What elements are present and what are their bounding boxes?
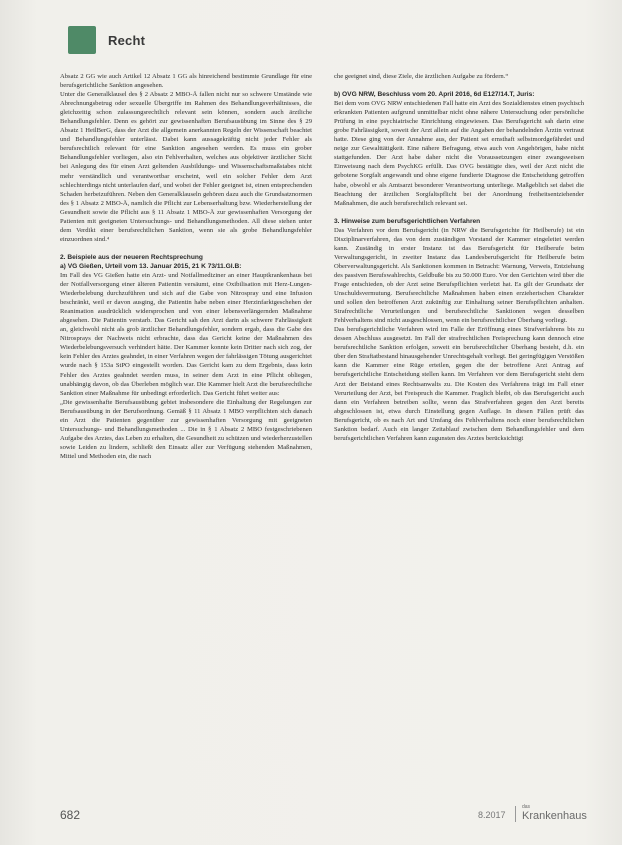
section-color-marker [68, 26, 96, 54]
paragraph: Im Fall des VG Gießen hatte ein Arzt- und Notfallmediziner an einer Hauptkrankenhaus bei der Notfallversorgung einer älteren Patientin versäumt, eine Oxibilisation mit Herz-Lungen-Wiederbelebung durchzuführen und sich auf die Gabe von Nitrospray und eine Infusion beschränkt, weil er davon ausging, die Patientin habe neben einer Herzinfarktgeschehen der Reanimation ausdrücklich widersprochen und von einer lebensverlängernden Maßnahme abgesehen. Die Patientin verstarb. Das Gericht sah den Arzt darin als schwere Fahrlässigkeit an, gleichwohl nicht als grob ärztlicher Behandlungsfehler, sondern ergab, dass die Gabe des Nitrosprays der Nachweis nicht erbrachte, dass das Gericht keine der Maßnahmen des Wiederbelebungsversuch verhindert hätte. Der Kammer konnte kein Dritter nach sich zog, der kein Fehler des Arztes geahndet, in einer Verfahren wegen der fahrlässigen Tötung ausgerichtet wurde nach § 153a StPO eingestellt worden. Das Gericht kam zu dem Ergebnis, dass kein Fehler des Arztes geahndet werden muss, in seiner dem Arzt in eine Pflicht obliegen, unabhängig davon, ob das Überleben möglich war. Die Kammer hielt Arzt die berufsrechtliche Sanktion einer Maßnahme für unbedingt erforderlich. Das Gericht führt weiter aus: [60, 271, 312, 397]
footer-divider [515, 806, 516, 822]
paragraph: Absatz 2 GG wie auch Artikel 12 Absatz 1 GG als hinreichend bestimmte Grundlage für eine berufsgerichtliche Sanktion angesehen. [60, 73, 312, 90]
page-footer [60, 804, 587, 824]
magazine-name: Krankenhaus [522, 810, 587, 822]
magazine-logo [522, 804, 587, 822]
section-heading: 2. Beispiele aus der neueren Rechtsprechung [60, 253, 203, 261]
paragraph: Das berufsgerichtliche Verfahren wird im Falle der Eröffnung eines Strafverfahrens bis zu dessen Abschluss ausgesetzt. Im Fall der strafrechtlichen Freisprechung kann dennoch eine berufsrechtliche Sanktion erfolgen, soweit ein berufsrechtlicher Überhang besteht, d.h. ein über den Straftatbestand hinausgehender Unrechtsgehalt vorliegt. Bei geringfügigen Verstößen kann die Kammer eine Rüge erteilen, gegen die der betroffene Arzt Antrag auf berufsgerichtliche Entscheidung stellen kann. Im Verfahren vor dem Berufsgericht steht dem Arzt der Beistand eines Rechtsanwalts zu. Die Kosten des Verfahrens trägt im Fall einer Verurteilung der Arzt, bei Freispruch die Kammer. Fraglich bleibt, ob das Berufsgericht auch dann ein Verfahren betreiben sollte, wenn das Strafverfahren gegen den Arzt bereits abgeschlossen ist, etwa durch Einstellung gegen Auflage. In diesen Fällen prüft das Berufsgericht, ob es nach Art und Umfang des Fehlverhaltens noch einer berufsrechtlichen Sanktion bedarf. Auch ein langer Zeitablauf zwischen dem Behandlungsfehler und dem berufsgerichtlichen Verfahren kann zugunsten des Arztes berücksichtigt [334, 326, 584, 442]
section-header [68, 26, 145, 54]
section-title: Recht [108, 32, 146, 48]
paragraph: Das Verfahren vor dem Berufsgericht (in NRW die Berufsgerichte für Heilberufe) ist ein Disziplinarverfahren, das von dem zuständigen Vorstand der Kammer eingeleitet werden kann. Zuständig in erster Instanz ist das Berufsgericht für Heilberufe beim Verwaltungsgericht, in zweiter Instanz das Landesberufsgericht für Heilberufe beim Oberverwaltungsgericht. Als Sanktionen kommen in Betracht: Warnung, Verweis, Entziehung des passiven Berufswahlrechts, Geldbuße bis zu 50.000 Euro. Vor den Gerichten wird über die Frage entschieden, ob der Arzt seine Berufspflichten verletzt hat. Es gilt der Grundsatz der Unschuldsvermutung. Berufsrechtliche Maßnahmen haben einen erzieherischen Charakter und sollen den betroffenen Arzt zukünftig zur Einhaltung seiner Berufspflichten anhalten. Strafrechtliche Verurteilungen und berufsrechtliche Sanktionen wegen desselben Fehlverhaltens sind nicht ausgeschlossen, wenn ein berufsrechtlicher Überhang vorliegt. [334, 226, 584, 325]
section-heading: 3. Hinweise zum berufsgerichtlichen Verfahren [334, 217, 481, 225]
subsection-heading: b) OVG NRW, Beschluss vom 20. April 2016, 6d E127/14.T, Juris: [334, 91, 535, 99]
paragraph: che geeignet sind, diese Ziele, die ärztlichen Aufgabe zu fördern.“ [334, 73, 509, 80]
paragraph: Unter die Generalklausel des § 2 Absatz 2 MBO-Ä fallen nicht nur so schwere Umstände wie Abrechnungsbetrug oder sexuelle Übergriffe im Rahmen des Behandlungsverhältnisses, die gleichzeitig schon zulassungsrechtlich relevant sein können, sondern auch ärztliche Behandlungsfehler. Denn es gehört zur gewissenhaften Berufsausübung im Sinne des § 29 Absatz 1 HeilBerG, dass der Arzt die allgemein anerkannten Regeln der Wissenschaft beachtet und Behandlungsfehler unterlässt. Dabei kann aussagekräftig nicht jeder Fehler als berufsrechtlich relevant für eine Sanktion angesehen werden. Es muss ein grober Behandlungsfehler vorliegen, also ein Fehlverhalten, welches aus objektiver ärztlicher Sicht bei Anlegung des für einen Arzt geltenden Ausbildungs- und Wissenschaftsmaßstabes nicht mehr verständlich und verantwortbar erscheint, weil ein solcher Fehler dem Arzt schlechterdings nicht unterlaufen darf, und wobei der Fehler geeignet ist, einen entsprechenden Schaden herbeizuführen. Neben den Generalklauseln gehören dazu auch die Grundsatznormen des § 1 Absatz 2 MBO-Ä, namlich die Pflicht zur Lebenserhaltung bzw. Wiederherstellung der Gesundheit sowie die Pflicht aus § 11 Absatz 1 MBO-Ä zur gewissenhaften Versorgung der Patienten mit geeigneten Untersuchungs- und Behandlungsmethoden. All diese stehen unter dem Verdikt einer berufsrechtlichen Sanktion, wenn sie als grobe Behandlungsfehler einzuordnen sind.⁴ [60, 91, 312, 243]
quote-paragraph: „Die gewissenhafte Berufsausübung gebiet insbesondere die Einhaltung der Regelungen zur Berufsausübung in der Berufsordnung. Gemäß § 11 Absatz 1 MBO verpflichten sich danach ein Arzt die Patienten gegenüber zur gewissenhaften Versorgung mit geeigneten Untersuchungs- und Behandlungsmethoden ... Die in § 1 Absatz 2 MBO festgeschriebenen Aufgabe des Arztes, das Leben zu erhalten, die Gesundheit zu schützen und wiederherzustellen sowie Leiden zu lindern, schließt den Einsatz aller zur Verfügung stehenden Maßnahmen, Mittel und Methoden ein, die nach [60, 398, 312, 460]
subsection-heading: a) VG Gießen, Urteil vom 13. Januar 2015, 21 K 73/11.GI.B: [60, 262, 242, 270]
issue-number: 8.2017 [478, 810, 506, 820]
paragraph: Bei dem vom OVG NRW entschiedenen Fall hatte ein Arzt des Sozialdienstes einen psychisch erkrankten Patienten aufgrund unmittelbar nicht ohne nähere Untersuchung oder persönliche Prüfung in eine psychiatrische Einrichtung eingewiesen. Das Berufsgericht sah darin eine grobe Fahrlässigkeit, soweit der Arzt allein auf die Angaben der behandelnden Ärztin vertraut hatte. Diese ging von der Annahme aus, der Patient sei ernsthaft selbstmordgefährdet und neige zur Gewalttätigkeit. Eine nähere Befragung, etwa auch von Angehörigen, habe nicht stattgefunden. Der Arzt habe daher nicht die Voraussetzungen einer zwangsweisen Einweisung nach dem PsychKG erfüllt. Das OVG bestätigte dies, weil der Arzt nicht die gebotene Sorgfalt angewandt und ohne eigene fundierte Diagnose die Entscheidung getroffen habe, obwohl er als Amtsarzt besonderer Verantwortung unterliege. Maßgeblich sei dabei die Beachtung der ärztlichen Sorgfaltspflicht bei der Anordnung freiheitsentziehender Maßnahmen, die auch berufsrechtlich relevant sei. [334, 100, 584, 207]
magazine-prefix: das [522, 804, 531, 810]
page-number: 682 [60, 808, 81, 822]
left-column [60, 72, 312, 461]
right-column [334, 72, 584, 443]
